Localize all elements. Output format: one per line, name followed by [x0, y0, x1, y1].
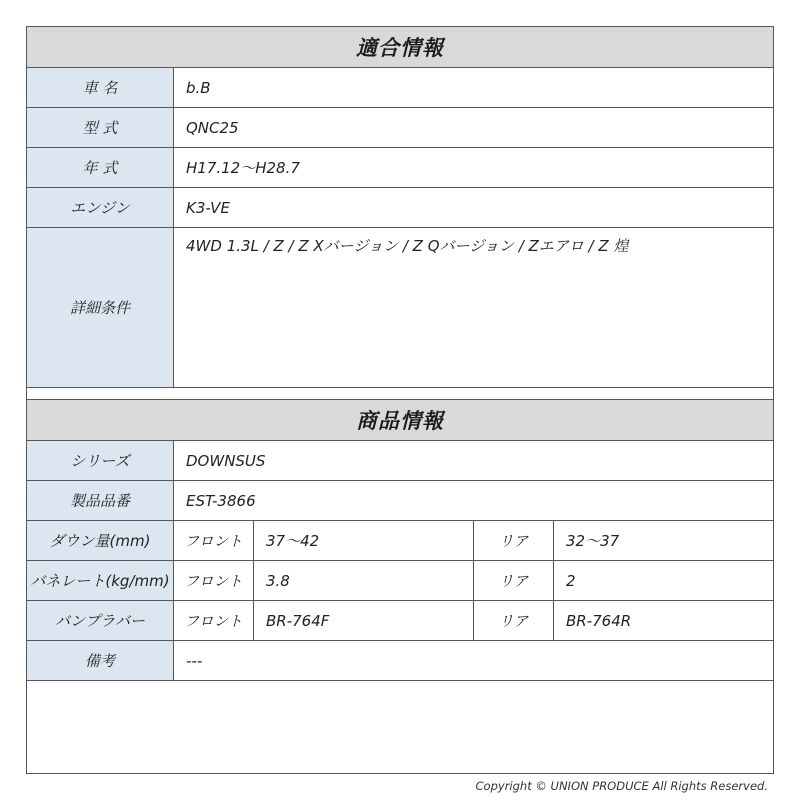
fitment-row-engine	[27, 188, 773, 228]
fitment-row-year	[27, 148, 773, 188]
fitment-label-engine: エンジン	[27, 188, 174, 227]
bump-rubber-rear-label: リア	[474, 601, 554, 640]
product-section-title: 商品情報	[356, 409, 444, 433]
product-row-notes	[27, 641, 773, 681]
fitment-label-car-name: 車 名	[27, 68, 174, 107]
fitment-label-model-code: 型 式	[27, 108, 174, 147]
product-row-part-number	[27, 481, 773, 521]
fitment-label-year: 年 式	[27, 148, 174, 187]
bump-rubber-front-label: フロント	[174, 601, 254, 640]
product-row-series	[27, 441, 773, 481]
product-label-part-number: 製品品番	[27, 481, 174, 520]
drop-amount-rear-value: 32〜37	[566, 532, 620, 550]
spring-rate-front-label: フロント	[174, 561, 254, 600]
product-label-series: シリーズ	[27, 441, 174, 480]
product-label-bump-rubber: バンプラバー	[27, 601, 174, 640]
fitment-value-details: 4WD 1.3L / Z / Z Xバージョン / Z Qバージョン / Zエアロ / Z 煌	[186, 237, 629, 255]
spring-rate-rear-label: リア	[474, 561, 554, 600]
fitment-value-model-code: QNC25	[186, 118, 239, 137]
product-value-notes: ---	[186, 651, 203, 670]
drop-amount-front-label: フロント	[174, 521, 254, 560]
product-row-bump-rubber	[27, 601, 773, 641]
bump-rubber-rear-value: BR-764R	[566, 611, 632, 630]
fitment-row-car-name	[27, 68, 773, 108]
product-label-notes: 備考	[27, 641, 174, 680]
fitment-value-year: H17.12〜H28.7	[186, 159, 300, 177]
fitment-value-car-name: b.B	[186, 78, 211, 97]
copyright-text: Copyright © UNION PRODUCE All Rights Reserved.	[475, 779, 768, 793]
fitment-label-details: 詳細条件	[27, 228, 174, 387]
fitment-row-details	[27, 228, 773, 388]
product-label-drop-amount: ダウン量(mm)	[27, 521, 174, 560]
product-value-part-number: EST-3866	[186, 491, 256, 510]
product-value-series: DOWNSUS	[186, 451, 266, 470]
product-label-spring-rate: バネレート(kg/mm)	[27, 561, 174, 600]
spring-rate-rear-value: 2	[566, 571, 576, 590]
spring-rate-front-value: 3.8	[254, 561, 474, 600]
fitment-section-title: 適合情報	[356, 36, 444, 60]
fitment-section-header	[27, 27, 773, 68]
fitment-row-model-code	[27, 108, 773, 148]
product-section-header	[27, 399, 773, 441]
drop-amount-rear-label: リア	[474, 521, 554, 560]
fitment-value-engine: K3-VE	[186, 198, 230, 217]
drop-amount-front-value: 37〜42	[254, 521, 474, 560]
bump-rubber-front-value: BR-764F	[254, 601, 474, 640]
product-row-spring-rate	[27, 561, 773, 601]
product-row-drop-amount	[27, 521, 773, 561]
